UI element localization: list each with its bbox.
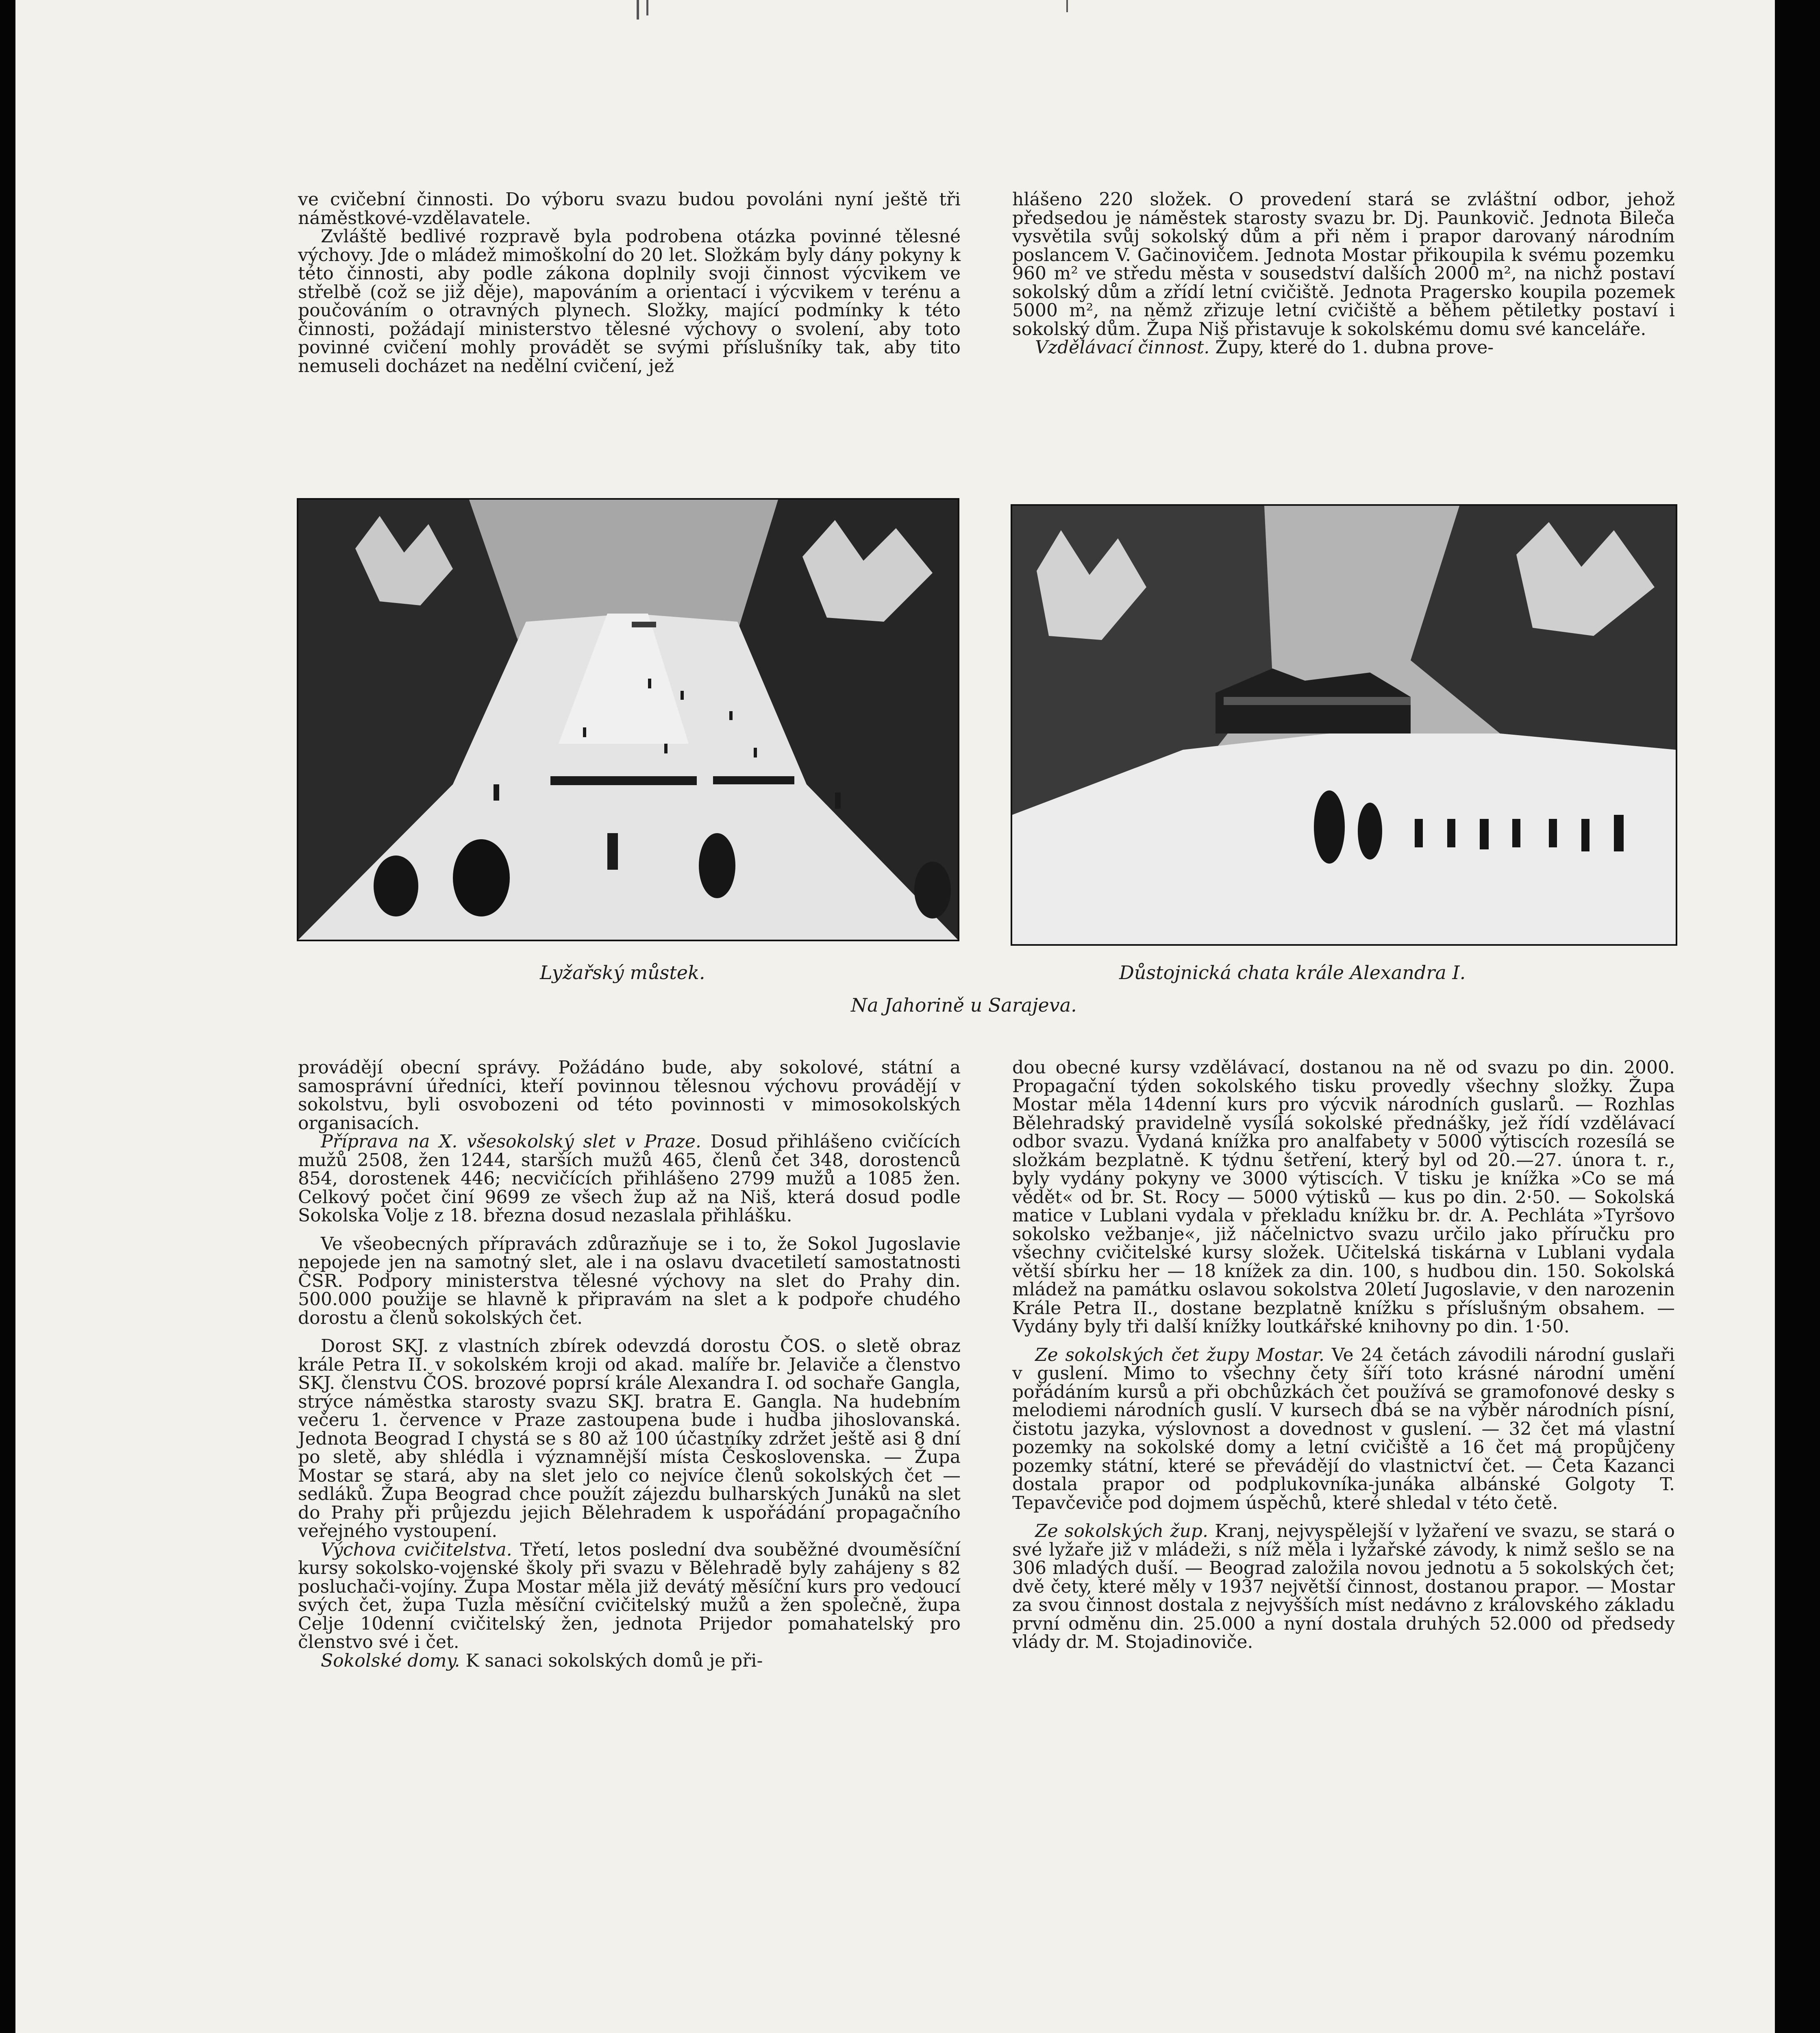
- column-top-left: [298, 190, 961, 475]
- paragraph: [298, 1132, 961, 1225]
- paragraph-text: dou obecné kursy vzdělávací, dostanou na ně od svazu po din. 2000. Propagační týden sokolského tisku provedly všechny složky. Župa Mostar měla 14denní kurs pro výcvik národních guslarů. — Rozhlas Bělehradský pravidelně vysílá sokolské přednášky, jež řídí vzdělávací odbor svazu. Vydaná knížka pro analfabety v 5000 výtiscích rozesílá se složkám bezplatně. K týdnu šetření, který byl od 20.—27. února t. r., byly vydány pokyny ve 3000 výtiscích. V tisku je knížka »Co se má vědět« od br. St. Rocy — 5000 výtisků — kus po din. 2·50. — Sokolská matice v Lublani vydala v překladu knížku br. dr. A. Pechláta »Tyršovo sokolsko vežbanje«, již náčelnictvo svazu určilo jako příručku pro všechny cvičitelské kursy složek. Učitelská tiskárna v Lublani vydala větší sbírku her — 18 knížek za din. 100, s hudbou din. 150. Sokolská mládež na památku oslavou sokolstva 20letí Jugoslavie, v den narozenin Krále Petra II., dostane bezplatně knížku s příslušným obsahem. — Vydány byly tři další knížky loutkářské knihovny po din. 1·50.: [1012, 1057, 1675, 1337]
- paragraph-text: Ve všeobecných přípravách zdůrazňuje se i to, že Sokol Jugoslavie nepojede jen na samotný slet, ale i na oslavu dvacetiletí samostatnosti ČSR. Podpory ministerstva tělesné výchovy na slet do Prahy din. 500.000 použije se hlavně k připravám na slet a k podpoře chudého dorostu a členů sokolských čet.: [298, 1233, 961, 1328]
- paragraph-text: Dorost SKJ. z vlastních zbírek odevzdá dorostu ČOS. o sletě obraz krále Petra II. v sokolském kroji od akad. malíře br. Jelaviče a členstvo SKJ. členstvu ČOS. brozové poprsí krále Alexandra I. od sochaře Gangla, strýce náměstka starosty svazu SKJ. bratra E. Gangla. Na hudebním večeru 1. července v Praze zastoupena bude i hudba jihoslovanská. Jednota Beograd I chystá se s 80 až 100 účastníky zdržet ještě asi 8 dní po sletě, aby shlédla i významnější místa Československa. — Župa Mostar se stará, aby na slet jelo co nejvíce členů sokolských čet — sedláků. Župa Beograd chce použít zájezdu bulharských Junáků na slet do Prahy při průjezdu jejich Bělehradem k uspořádání propagačního veřejného vystoupení.: [298, 1336, 961, 1541]
- photo-ski-jump: [297, 498, 959, 941]
- section-heading: Ze sokolských žup.: [1035, 1521, 1208, 1541]
- page: [15, 0, 1775, 2033]
- paragraph: Zvláště bedlivé rozpravě byla podrobena otázka povinné tělesné výchovy. Jde o mládež mimoškolní do 20 let. Složkám byly dány pokyny k této činnosti, aby podle zákona doplnily svoji činnost výcvikem ve střelbě (což se již děje), mapováním a orientací i výcvikem v terénu a poučováním o otravných plynech. Složky, mající podmínky k této činnosti, požádají ministerstvo tělesné výchovy o svolení, aby toto povinné cvičení mohly provádět se svými příslušníky tak, aby tito nemuseli docházet na nedělní cvičení, jež: [298, 226, 961, 377]
- caption-chalet: Důstojnická chata krále Alexandra I.: [1119, 962, 1466, 984]
- paragraph-text: Dosud přihlášeno cvičících mužů 2508, žen 1244, starších mužů 465, členů čet 348, dorostenců 854, dorostenek 446; necvičících přihlášeno 2799 mužů a 1085 žen. Celkový počet činí 9699 ze všech žup až na Niš, která dosud podle Sokolska Volje z 18. března dosud nezaslala přihlášku.: [298, 1131, 961, 1226]
- paragraph: [298, 1541, 961, 1652]
- scan-mark: [1066, 0, 1068, 12]
- paragraph: hlášeno 220 složek. O provedení stará se zvláštní odbor, jehož předsedou je náměstek starosty svazu br. Dj. Paunkovič. Jednota Bileča vysvětila svůj sokolský dům a při něm i prapor darovaný národním poslancem V. Gačinovičem. Jednota Mostar přikoupila k svému pozemku 960 m² ve středu města v sousedství dalších 2000 m², na nichž postaví sokolský dům a zřídí letní cvičiště. Jednota Pragersko koupila pozemek 5000 m², na němž zřizuje letní cvičiště a během pětiletky postaví i sokolský dům. Župa Niš přistavuje k sokolskému domu své kanceláře.: [1012, 189, 1675, 340]
- ski-jump-illustration: [298, 500, 958, 940]
- paragraph: ve cvičební činnosti. Do výboru svazu budou povoláni nyní ještě tři náměstkové-vzdělavatele.: [298, 189, 961, 229]
- column-bottom-left: [298, 1058, 961, 2033]
- section-heading: Vzdělávací činnost.: [1035, 337, 1210, 358]
- paragraph-text: K sanaci sokolských domů je při-: [460, 1650, 763, 1671]
- paragraph: [298, 1652, 961, 1670]
- paragraph: [298, 1058, 961, 1132]
- scan-mark: [646, 0, 648, 15]
- section-heading: Příprava na X. všesokolský slet v Praze.: [321, 1131, 701, 1152]
- caption-ski-jump: Lyžařský můstek.: [540, 962, 705, 984]
- paragraph-text: Třetí, letos poslední dva souběžné dvouměsíční kursy sokolsko-vojenské školy při svazu v Bělehradě byly zahájeny s 82 posluchači-vojíny. Župa Mostar měla již devátý měsíční kurs pro vedoucí svých čet, župa Tuzla měsíční cvičitelský mužů a žen společně, župa Celje 10denní cvičitelský žen, jednota Prijedor pomahatelský pro členstvo své i čet.: [298, 1539, 961, 1652]
- paragraph: [1012, 1058, 1675, 1336]
- caption-location: Na Jahorině u Sarajeva.: [851, 994, 1077, 1016]
- paragraph: [1012, 338, 1675, 357]
- paragraph: [298, 1235, 961, 1328]
- paragraph-text: Ve 24 četách závodili národní guslaři v guslení. Mimo to všechny čety šíří toto krásné národní umění pořádáním kursů a při obchůzkách čet používá se gramofonové desky s melodiemi národních guslí. V kursech dbá se na výběr národních písní, čistotu jazyka, výslovnost a dovednost v guslení. — 32 čet má vlastní pozemky na sokolské domy a letní cvičiště a 16 čet má propůjčeny pozemky státní, které se převádějí do vlastnictví čet. — Četa Kazanci dostala prapor od podplukovníka-junáka albánské Golgoty T. Tepavčeviče pod dojmem úspěchů, které shledal v této četě.: [1012, 1344, 1675, 1513]
- paragraph-text: Kranj, nejvyspělejší v lyžaření ve svazu, se stará o své lyžaře již v mládeži, s níž měla i lyžařské závody, k nimž sešlo se na 306 mladých duší. — Beograd založila novou jednotu a 5 sokolských čet; dvě čety, které měly v 1937 největší činnost, dostanou prapor. — Mostar za svou činnost dostala z nejvyšších míst nedávno z královského základu první odměnu din. 25.000 a nyní dostala druhých 52.000 od předsedy vlády dr. M. Stojadinoviče.: [1012, 1521, 1675, 1652]
- photo-chalet: [1011, 504, 1677, 946]
- section-heading: Sokolské domy.: [321, 1650, 460, 1671]
- section-heading: Ze sokolských čet župy Mostar.: [1035, 1344, 1325, 1365]
- scan-mark: [637, 0, 639, 20]
- chalet-illustration: [1012, 506, 1676, 944]
- column-bottom-right: [1012, 1058, 1675, 2033]
- paragraph: [1012, 1522, 1675, 1652]
- paragraph-text: Župy, které do 1. dubna prove-: [1209, 337, 1494, 358]
- column-top-right: [1012, 190, 1675, 475]
- paragraph: [1012, 1346, 1675, 1513]
- paragraph-text: provádějí obecní správy. Požádáno bude, aby sokolové, státní a samosprávní úředníci, kteří povinnou tělesnou výchovu provádějí v sokolstvu, byli osvobozeni od této povinnosti v mimosokolských organisacích.: [298, 1057, 961, 1134]
- paragraph: [298, 1337, 961, 1541]
- section-heading: Výchova cvičitelstva.: [321, 1539, 512, 1560]
